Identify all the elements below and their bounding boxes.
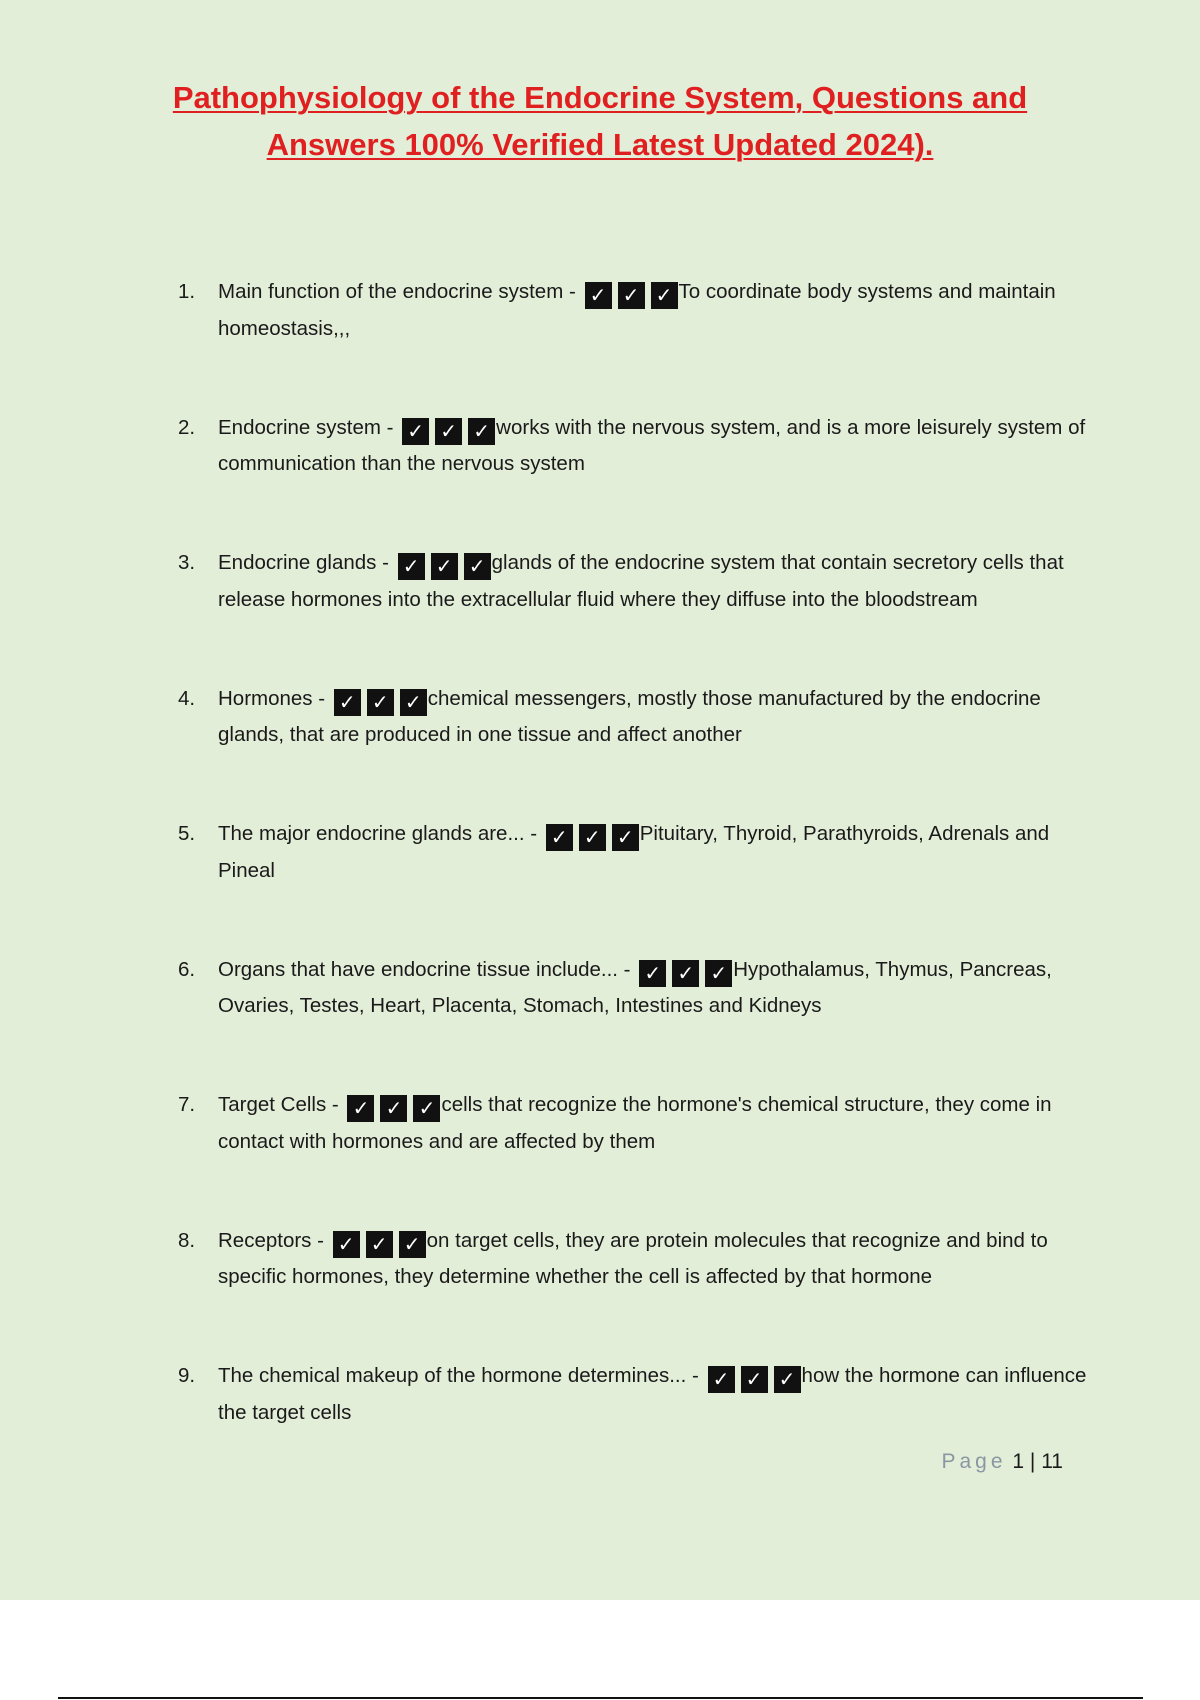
check-marks (347, 1093, 440, 1126)
document-title (150, 74, 1050, 168)
check-marks (708, 1364, 801, 1397)
list-item (178, 412, 1093, 481)
item-term: Main function of the endocrine system - (218, 280, 582, 303)
check-marks (398, 551, 491, 584)
item-answer: Hypothalamus, Thymus, Pancreas, Ovaries, Testes, Heart, Placenta, Stomach, Intestines and Kidneys (218, 957, 1052, 1017)
item-number: 7. (178, 1093, 196, 1116)
item-answer: Pituitary, Thyroid, Parathyroids, Adrenals and Pineal (218, 822, 1050, 882)
list-item (178, 1360, 1093, 1429)
item-answer: To coordinate body systems and maintain homeostasis,,, (218, 280, 1056, 340)
title-line-2: Answers 100% Verified Latest Updated 2024). (266, 127, 934, 162)
page-number-footer (900, 1450, 1063, 1474)
list-item (178, 954, 1093, 1023)
checkbox-check-icon: ✓ (705, 960, 732, 987)
item-term: Organs that have endocrine tissue include... - (218, 957, 637, 981)
item-term: Endocrine system - (218, 415, 400, 439)
list-item (178, 683, 1093, 752)
item-number: 1. (178, 280, 196, 303)
check-marks (334, 687, 427, 720)
list-item (178, 1089, 1093, 1158)
checkbox-check-icon: ✓ (334, 689, 361, 716)
item-term: Receptors - (218, 1228, 330, 1252)
item-number: 9. (178, 1364, 196, 1387)
question-answer-list (178, 276, 1093, 1496)
item-answer: chemical messengers, mostly those manufactured by the endocrine glands, that are produced in one tissue and affect another (218, 686, 1041, 746)
check-marks (546, 822, 639, 855)
checkbox-check-icon: ✓ (367, 689, 394, 716)
checkbox-check-icon: ✓ (741, 1366, 768, 1393)
item-term: Hormones - (218, 686, 331, 710)
checkbox-check-icon: ✓ (639, 960, 666, 987)
item-answer: glands of the endocrine system that contain secretory cells that release hormones into the extracellular fluid where they diffuse into the bloodstream (218, 551, 1064, 611)
checkbox-check-icon: ✓ (347, 1095, 374, 1122)
item-term: Target Cells - (218, 1093, 345, 1116)
checkbox-check-icon: ✓ (380, 1095, 407, 1122)
item-term: Endocrine glands - (218, 551, 395, 574)
list-item (178, 547, 1093, 616)
item-number: 3. (178, 551, 196, 574)
item-answer: cells that recognize the hormone's chemical structure, they come in contact with hormones and are affected by them (218, 1093, 1052, 1153)
check-marks (402, 416, 495, 449)
item-number: 6. (178, 957, 196, 981)
checkbox-check-icon: ✓ (651, 282, 678, 309)
checkbox-check-icon: ✓ (585, 282, 612, 309)
checkbox-check-icon: ✓ (546, 824, 573, 851)
checkbox-check-icon: ✓ (468, 418, 495, 445)
checkbox-check-icon: ✓ (774, 1366, 801, 1393)
page-label: Page (941, 1450, 1007, 1473)
page-separator: | (1029, 1450, 1036, 1473)
page-total: 11 (1041, 1450, 1063, 1473)
checkbox-check-icon: ✓ (431, 553, 458, 580)
check-marks (333, 1229, 426, 1262)
checkbox-check-icon: ✓ (398, 553, 425, 580)
checkbox-check-icon: ✓ (464, 553, 491, 580)
page-current: 1 (1012, 1450, 1025, 1473)
checkbox-check-icon: ✓ (435, 418, 462, 445)
checkbox-check-icon: ✓ (708, 1366, 735, 1393)
checkbox-check-icon: ✓ (612, 824, 639, 851)
title-line-1: Pathophysiology of the Endocrine System, Questions and (172, 80, 1028, 115)
page-bottom-rule (58, 1697, 1143, 1699)
item-term: The chemical makeup of the hormone determines... - (218, 1364, 705, 1387)
checkbox-check-icon: ✓ (333, 1231, 360, 1258)
checkbox-check-icon: ✓ (402, 418, 429, 445)
list-item (178, 276, 1093, 345)
checkbox-check-icon: ✓ (366, 1231, 393, 1258)
checkbox-check-icon: ✓ (618, 282, 645, 309)
checkbox-check-icon: ✓ (672, 960, 699, 987)
checkbox-check-icon: ✓ (400, 689, 427, 716)
list-item (178, 1225, 1093, 1294)
item-number: 4. (178, 686, 196, 710)
item-number: 5. (178, 822, 196, 845)
check-marks (585, 280, 678, 313)
checkbox-check-icon: ✓ (413, 1095, 440, 1122)
item-answer: how the hormone can influence the target cells (218, 1364, 1087, 1424)
item-number: 2. (178, 415, 196, 439)
item-number: 8. (178, 1228, 196, 1252)
check-marks (639, 958, 732, 991)
checkbox-check-icon: ✓ (579, 824, 606, 851)
checkbox-check-icon: ✓ (399, 1231, 426, 1258)
list-item (178, 818, 1093, 887)
item-term: The major endocrine glands are... - (218, 822, 543, 845)
item-answer: on target cells, they are protein molecules that recognize and bind to specific hormones, they determine whether the cell is affected by that hormone (218, 1228, 1048, 1288)
item-answer: works with the nervous system, and is a more leisurely system of communication than the nervous system (218, 415, 1086, 475)
